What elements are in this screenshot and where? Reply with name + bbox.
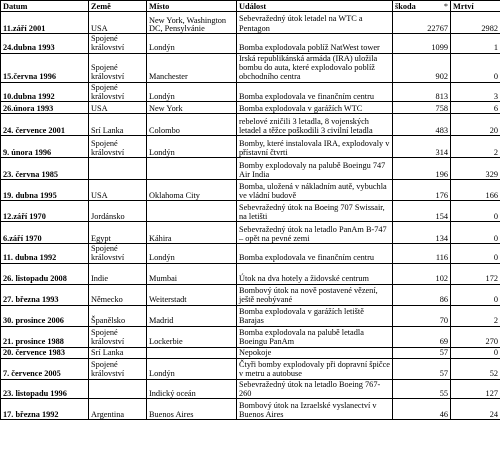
row-date: 26. listopadu 2008 [1, 263, 89, 284]
row-country: Spojené království [89, 326, 147, 347]
row-event: Sebevražedný útok na letadlo Boeing 767-260 [237, 379, 393, 399]
row-date: 21. prosince 1988 [1, 326, 89, 347]
row-place: Weiterstadt [147, 284, 237, 305]
row-country: Spojené království [89, 358, 147, 379]
row-damage: 758 [393, 102, 451, 114]
table-row [1, 358, 500, 379]
row-event: Bomba explodovala ve finančním centru [237, 82, 393, 102]
row-dead: 0 [451, 53, 500, 82]
row-damage: 46 [393, 399, 451, 420]
row-dead: 1 [451, 34, 500, 54]
row-damage: 22767 [393, 12, 451, 34]
row-dead: 0 [451, 347, 500, 358]
table-row [1, 326, 500, 347]
row-date: 17. března 1992 [1, 399, 89, 420]
row-damage: 86 [393, 284, 451, 305]
row-damage: 196 [393, 158, 451, 180]
table-row [1, 158, 500, 180]
table-row [1, 347, 500, 358]
row-damage: 483 [393, 114, 451, 136]
row-place: Colombo [147, 114, 237, 136]
row-dead: 2982 [451, 12, 500, 34]
row-event: Bomba explodovala v garážích letiště Barajas [237, 305, 393, 326]
table-row [1, 136, 500, 158]
row-country: Jordánsko [89, 201, 147, 222]
row-country: USA [89, 102, 147, 114]
row-place: Káhira [147, 222, 237, 244]
row-event: Sebevražedný útok na Boeing 707 Swissair, na letišti [237, 201, 393, 222]
row-damage: 1099 [393, 34, 451, 54]
row-event: Bomba explodovala na palubě letadla Boeingu PanAm [237, 326, 393, 347]
row-country: Srí Lanka [89, 114, 147, 136]
table-row [1, 102, 500, 114]
row-date: 7. července 2005 [1, 358, 89, 379]
row-date: 23. června 1985 [1, 158, 89, 180]
table-row [1, 284, 500, 305]
row-country: Spojené království [89, 53, 147, 82]
row-country: USA [89, 12, 147, 34]
row-event: Bomby, které instalovala IRA, explodovaly v přístavní čtvrti [237, 136, 393, 158]
row-country: Spojené království [89, 136, 147, 158]
row-damage: 55 [393, 379, 451, 399]
row-damage: 314 [393, 136, 451, 158]
row-event: Sebevražedný útok na letadlo PanAm B-747 – opět na pevné zemi [237, 222, 393, 244]
row-place: New York, Washington DC, Pensylvánie [147, 12, 237, 34]
row-date: 11. dubna 1992 [1, 244, 89, 264]
row-date: 20. července 1983 [1, 347, 89, 358]
row-place: New York [147, 102, 237, 114]
row-date: 6.září 1970 [1, 222, 89, 244]
row-event: Bomba explodovala poblíž NatWest tower [237, 34, 393, 54]
row-event: Bombový útok na nově postavené vězení, ještě neobývané [237, 284, 393, 305]
table-row [1, 222, 500, 244]
row-place: Madrid [147, 305, 237, 326]
row-place: Londýn [147, 82, 237, 102]
row-damage: 70 [393, 305, 451, 326]
row-country: USA [89, 180, 147, 201]
table-row [1, 34, 500, 54]
table-row [1, 12, 500, 34]
header-dead: Mrtví [451, 1, 500, 12]
row-event: Čtyři bomby explodovaly při dopravní špičce v metru a autobuse [237, 358, 393, 379]
row-dead: 2 [451, 305, 500, 326]
row-dead: 329 [451, 158, 500, 180]
row-date: 15.června 1996 [1, 53, 89, 82]
row-place: Oklahoma City [147, 180, 237, 201]
row-place [147, 347, 237, 358]
header-damage [393, 1, 451, 12]
row-dead: 0 [451, 222, 500, 244]
header-marker: * [443, 1, 448, 11]
row-country: Španělsko [89, 305, 147, 326]
row-event: Bomby explodovaly na palubě Boeingu 747 Air India [237, 158, 393, 180]
table-row [1, 399, 500, 420]
row-country [89, 158, 147, 180]
row-place: Londýn [147, 34, 237, 54]
row-event: Útok na dva hotely a židovské centrum [237, 263, 393, 284]
row-damage: 69 [393, 326, 451, 347]
row-country: Indie [89, 263, 147, 284]
row-dead: 166 [451, 180, 500, 201]
table-row [1, 82, 500, 102]
row-dead: 127 [451, 379, 500, 399]
row-place: Londýn [147, 136, 237, 158]
row-event: Bomba explodovala ve finančním centru [237, 244, 393, 264]
header-date: Datum [1, 1, 89, 12]
row-country: Spojené království [89, 244, 147, 264]
row-country: Egypt [89, 222, 147, 244]
row-place: Mumbai [147, 263, 237, 284]
row-country: Spojené království [89, 82, 147, 102]
row-damage: 176 [393, 180, 451, 201]
header-damage-label: škoda [395, 1, 416, 11]
row-damage: 116 [393, 244, 451, 264]
row-country [89, 379, 147, 399]
row-dead: 0 [451, 201, 500, 222]
table-row [1, 114, 500, 136]
row-dead: 3 [451, 82, 500, 102]
row-place: Indický oceán [147, 379, 237, 399]
row-country: Srí Lanka [89, 347, 147, 358]
table-row [1, 379, 500, 399]
row-date: 12.září 1970 [1, 201, 89, 222]
row-dead: 0 [451, 244, 500, 264]
row-damage: 154 [393, 201, 451, 222]
row-event: Bomba explodovala v garážích WTC [237, 102, 393, 114]
row-dead: 2 [451, 136, 500, 158]
row-dead: 24 [451, 399, 500, 420]
row-dead: 20 [451, 114, 500, 136]
row-damage: 813 [393, 82, 451, 102]
row-damage: 134 [393, 222, 451, 244]
header-row [1, 1, 500, 12]
row-country: Německo [89, 284, 147, 305]
row-dead: 270 [451, 326, 500, 347]
row-date: 30. prosince 2006 [1, 305, 89, 326]
row-date: 24. července 2001 [1, 114, 89, 136]
table-row [1, 263, 500, 284]
row-event: Bomba, uložená v nákladním autě, vybuchla ve vládní budově [237, 180, 393, 201]
row-date: 11.září 2001 [1, 12, 89, 34]
table-row [1, 201, 500, 222]
table-row [1, 53, 500, 82]
row-place: Manchester [147, 53, 237, 82]
row-date: 19. dubna 1995 [1, 180, 89, 201]
row-place: Buenos Aires [147, 399, 237, 420]
row-place: Londýn [147, 244, 237, 264]
row-date: 24.dubna 1993 [1, 34, 89, 54]
row-country: Argentina [89, 399, 147, 420]
row-place: Londýn [147, 358, 237, 379]
row-event: Nepokoje [237, 347, 393, 358]
row-date: 10.dubna 1992 [1, 82, 89, 102]
row-country: Spojené království [89, 34, 147, 54]
header-place: Místo [147, 1, 237, 12]
row-dead: 52 [451, 358, 500, 379]
row-date: 27. března 1993 [1, 284, 89, 305]
table-row [1, 305, 500, 326]
table-row [1, 244, 500, 264]
row-date: 26.února 1993 [1, 102, 89, 114]
row-date: 23. listopadu 1996 [1, 379, 89, 399]
row-damage: 57 [393, 358, 451, 379]
row-damage: 57 [393, 347, 451, 358]
row-damage: 902 [393, 53, 451, 82]
row-place [147, 201, 237, 222]
header-country: Země [89, 1, 147, 12]
row-event: Irská republikánská armáda (IRA) uložila bombu do auta, které explodovalo poblíž obchodního centra [237, 53, 393, 82]
row-place [147, 158, 237, 180]
row-dead: 172 [451, 263, 500, 284]
row-dead: 0 [451, 284, 500, 305]
row-event: Bombový útok na Izraelské vyslanectví v Buenos Aires [237, 399, 393, 420]
row-place: Lockerbie [147, 326, 237, 347]
row-event: Sebevražedný útok letadel na WTC a Pentagon [237, 12, 393, 34]
row-dead: 6 [451, 102, 500, 114]
row-damage: 102 [393, 263, 451, 284]
header-event: Událost [237, 1, 393, 12]
row-date: 9. února 1996 [1, 136, 89, 158]
table-row [1, 180, 500, 201]
row-event: rebelové zničili 3 letadla, 8 vojenských letadel a těžce poškodili 3 civilní letadla [237, 114, 393, 136]
